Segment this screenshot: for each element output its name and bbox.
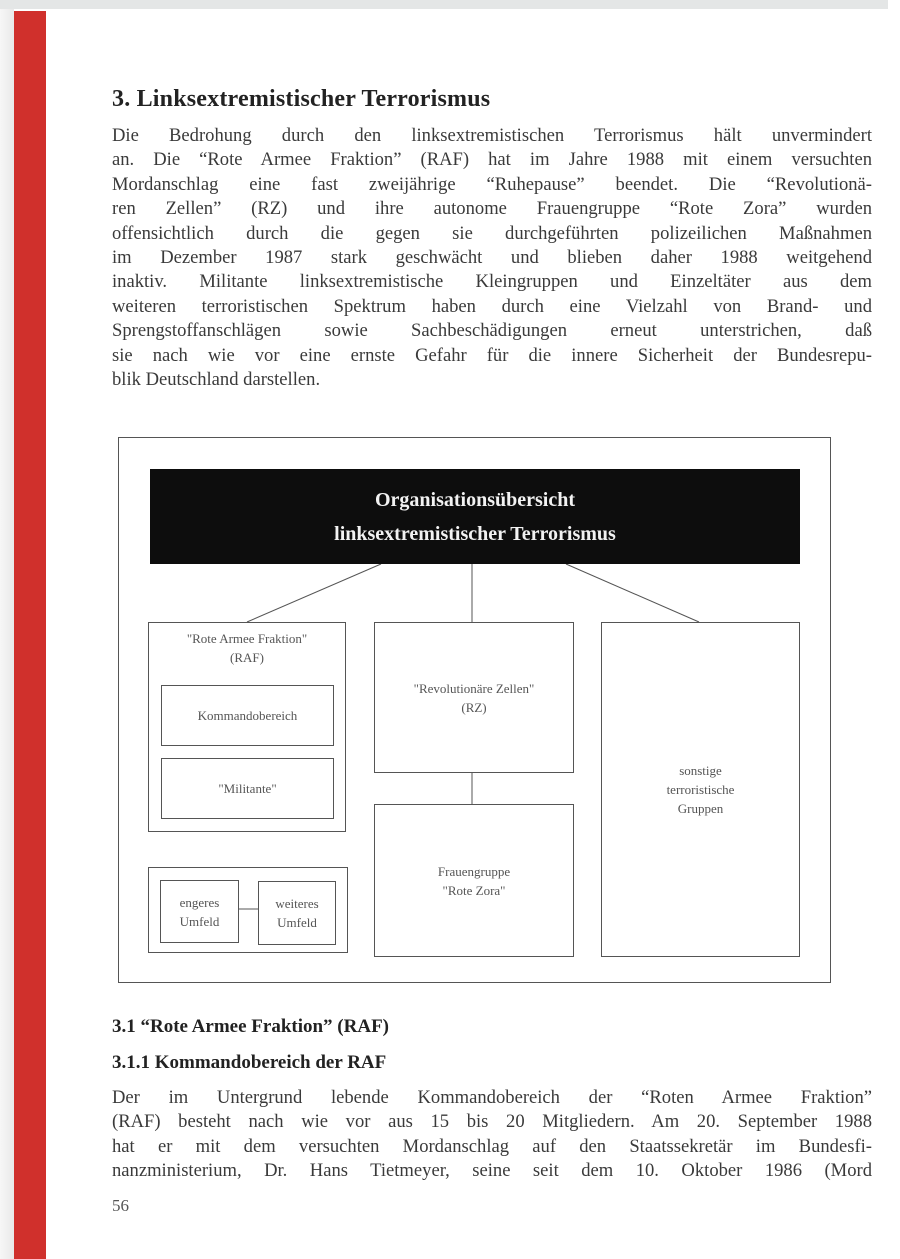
raf-label: "Rote Armee Fraktion" bbox=[186, 631, 308, 646]
raf-abbreviation: (RAF) bbox=[230, 650, 264, 665]
paragraph-line: weiteren terroristischen Spektrum haben durch eine Vielzahl von Brand- und bbox=[112, 295, 872, 317]
raf-paragraph bbox=[112, 1086, 872, 1184]
intro-paragraph bbox=[112, 124, 872, 392]
paragraph-line: blik Deutschland darstellen. bbox=[112, 369, 321, 391]
paragraph-line: nanzministerium, Dr. Hans Tietmeyer, seine seit dem 10. Oktober 1986 (Mord bbox=[112, 1160, 872, 1182]
frauengruppe-label: Frauengruppe bbox=[437, 863, 511, 879]
weiteres-umfeld-box bbox=[258, 881, 336, 945]
rote-zora-label: "Rote Zora" bbox=[442, 882, 506, 898]
page-number: 56 bbox=[112, 1196, 129, 1215]
organization-diagram bbox=[118, 437, 831, 983]
sonstige-label: sonstige bbox=[679, 763, 722, 778]
paragraph-line: offensichtlich durch die gegen sie durchgeführten polizeilichen Maßnahmen bbox=[112, 222, 872, 244]
rz-abbreviation: (RZ) bbox=[461, 699, 487, 715]
paragraph-line: Der im Untergrund lebende Kommandobereich der “Roten Armee Fraktion” bbox=[112, 1087, 872, 1108]
diagram-title-line2: linksextremistischer Terrorismus bbox=[334, 522, 616, 545]
diagram-title-line1: Organisationsübersicht bbox=[374, 488, 576, 511]
scan-left-edge bbox=[0, 9, 14, 1259]
kommandobereich-label: Kommandobereich bbox=[197, 708, 298, 723]
paragraph-line: an. Die “Rote Armee Fraktion” (RAF) hat im Jahre 1988 mit einem versuchten bbox=[112, 149, 872, 171]
paragraph-line: Die Bedrohung durch den linksextremistischen Terrorismus hält unvermindert bbox=[112, 125, 872, 146]
engeres-umfeld-box bbox=[160, 880, 239, 943]
paragraph-line: hat er mit dem versuchten Mordanschlag auf den Staatssekretär im Bundesfi- bbox=[112, 1135, 872, 1157]
rz-label: "Revolutionäre Zellen" bbox=[413, 680, 535, 696]
section-heading-3-1: 3.1 “Rote Armee Fraktion” (RAF) bbox=[112, 1016, 390, 1037]
paragraph-line: Sprengstoffanschlägen sowie Sachbeschädigungen erneut unterstrichen, daß bbox=[112, 320, 872, 342]
paragraph-line: im Dezember 1987 stark geschwächt und blieben daher 1988 weitgehend bbox=[112, 247, 872, 269]
umfeld-label: Umfeld bbox=[277, 915, 317, 930]
red-margin-bar bbox=[14, 11, 46, 1259]
paragraph-line: (RAF) besteht nach wie vor aus 15 bis 20 Mitgliedern. Am 20. September 1988 bbox=[112, 1111, 872, 1133]
paragraph-line: ren Zellen” (RZ) und ihre autonome Frauengruppe “Rote Zora” wurden bbox=[112, 198, 872, 220]
chapter-heading: 3. Linksextremistischer Terrorismus bbox=[112, 86, 491, 112]
rz-box bbox=[374, 622, 574, 773]
rote-zora-box bbox=[374, 804, 574, 957]
section-heading-3-1-1: 3.1.1 Kommandobereich der RAF bbox=[112, 1052, 387, 1073]
weiteres-label: weiteres bbox=[275, 896, 319, 911]
paragraph-line: inaktiv. Militante linksextremistische Kleingruppen und Einzeltäter aus dem bbox=[112, 271, 872, 293]
sonstige-gruppen-box bbox=[601, 622, 800, 957]
engeres-label: engeres bbox=[179, 894, 220, 910]
militante-label: "Militante" bbox=[218, 781, 277, 796]
paragraph-line: Mordanschlag eine fast zweijährige “Ruhepause” beendet. Die “Revolutionä- bbox=[112, 173, 872, 195]
scan-top-edge bbox=[0, 0, 888, 9]
umfeld-label: Umfeld bbox=[179, 913, 220, 929]
paragraph-line: sie nach wie vor eine ernste Gefahr für die innere Sicherheit der Bundesrepu- bbox=[112, 344, 872, 366]
terroristische-label: terroristische bbox=[666, 782, 735, 797]
gruppen-label: Gruppen bbox=[677, 801, 724, 816]
